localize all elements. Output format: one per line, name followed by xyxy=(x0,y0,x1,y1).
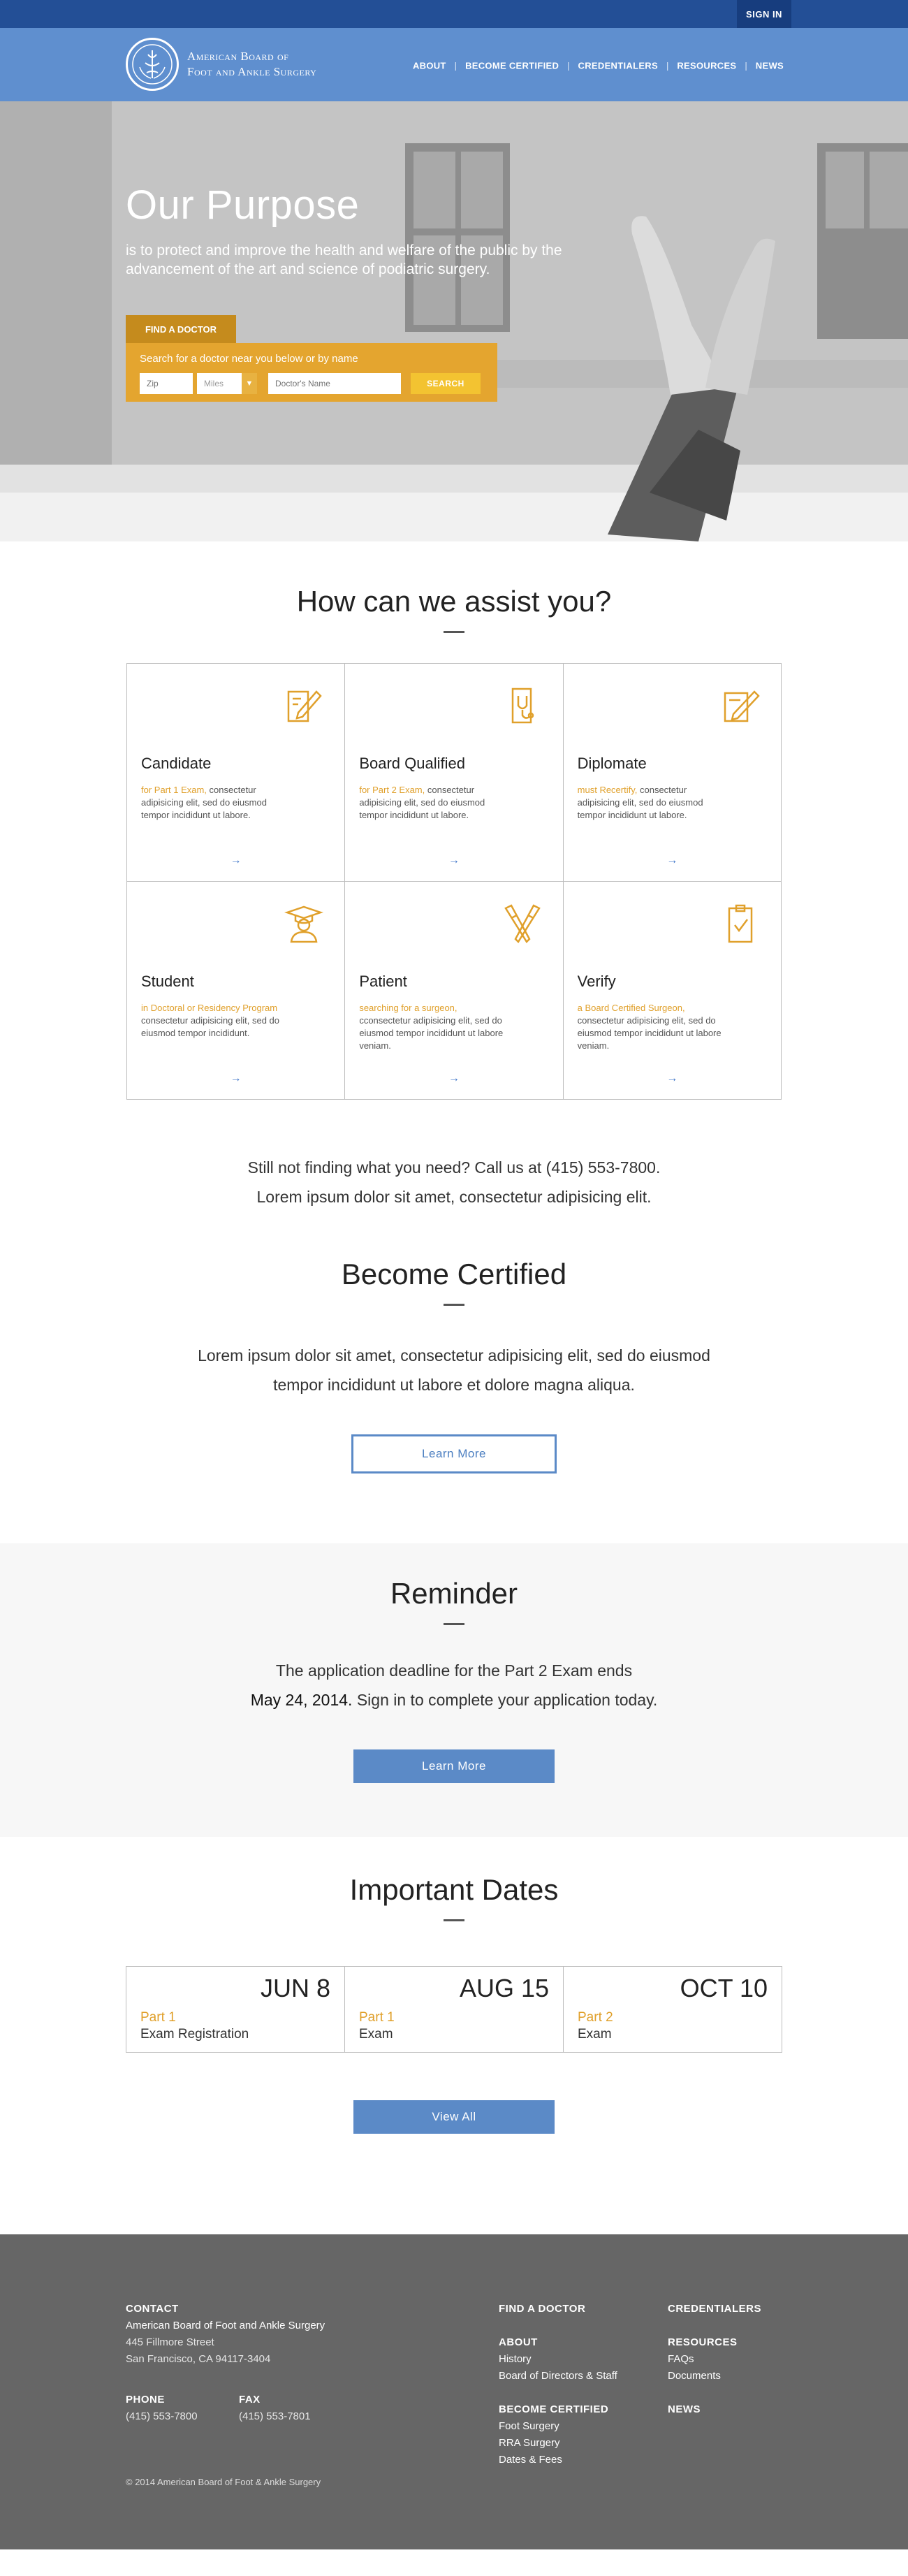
call-to-action: Still not finding what you need? Call us at (415) 553-7800. Lorem ipsum dolor sit amet, consectetur adipisicing elit. xyxy=(247,1158,661,1206)
nav-separator: | xyxy=(454,60,457,71)
finder-caption: Search for a doctor near you below or by name xyxy=(140,353,358,365)
learn-more-button[interactable]: Learn More xyxy=(351,1434,557,1473)
dates-title: Important Dates xyxy=(349,1873,559,1906)
footer-history-link[interactable]: History xyxy=(499,2353,532,2365)
card-title: Board Qualified xyxy=(359,755,465,772)
footer-find-a-doctor[interactable]: FIND A DOCTOR xyxy=(499,2303,586,2315)
footer-about[interactable]: ABOUT xyxy=(499,2336,538,2348)
date-part: Part 1 xyxy=(359,2010,395,2025)
clipboard-check-icon xyxy=(719,903,761,945)
nav-credentialers[interactable]: CREDENTIALERS xyxy=(578,60,658,71)
card-title: Candidate xyxy=(141,755,212,772)
nav-separator: | xyxy=(567,60,570,71)
date-value: OCT 10 xyxy=(680,1974,768,2002)
reminder-section xyxy=(0,1543,908,1837)
assist-title: How can we assist you? xyxy=(296,585,612,618)
top-strip xyxy=(0,0,908,28)
footer-links-col2 xyxy=(668,2301,761,2418)
footer-become-certified[interactable]: BECOME CERTIFIED xyxy=(499,2403,609,2415)
stethoscope-icon xyxy=(501,685,543,727)
certified-title: Become Certified xyxy=(341,1258,567,1290)
footer-resources[interactable]: RESOURCES xyxy=(668,2336,738,2348)
date-value: JUN 8 xyxy=(260,1974,330,2002)
arrow-right-icon[interactable]: → xyxy=(666,1072,678,1084)
certified-body: Lorem ipsum dolor sit amet, consectetur adipisicing elit, sed do eiusmod tempor incididunt ut labore et dolore magna aliqua. xyxy=(198,1346,710,1394)
footer-rra-surgery-link[interactable]: RRA Surgery xyxy=(499,2437,560,2449)
card-title: Diplomate xyxy=(577,755,647,772)
nav-separator: | xyxy=(745,60,747,71)
arrow-right-icon[interactable]: → xyxy=(230,1072,242,1084)
footer-phone xyxy=(126,2392,198,2425)
audience-grid xyxy=(126,663,782,1100)
sign-in-button[interactable]: SIGN IN xyxy=(737,0,791,28)
nav-separator: | xyxy=(666,60,669,71)
reminder-body: The application deadline for the Part 2 Exam ends May 24, 2014. Sign in to complete your application today. xyxy=(250,1661,658,1709)
view-all-button[interactable]: View All xyxy=(353,2100,555,2134)
become-certified-section xyxy=(0,1211,908,1543)
footer-board-link[interactable]: Board of Directors & Staff xyxy=(499,2370,617,2382)
reminder-title: Reminder xyxy=(390,1577,518,1610)
certificate-pen-icon xyxy=(719,685,761,727)
card-description: for Part 2 Exam, consectetur adipisicing elit, sed do eiusmod tempor incididunt ut labore. xyxy=(359,785,485,820)
assist-section xyxy=(0,541,908,1211)
divider xyxy=(444,1304,464,1306)
find-a-doctor-tab[interactable]: FIND A DOCTOR xyxy=(126,315,236,343)
card-description: searching for a surgeon, cconsectetur adipisicing elit, sed do eiusmod tempor incididunt ut labore veniam. xyxy=(359,1003,504,1051)
doctor-name-input[interactable] xyxy=(268,373,401,394)
card-title: Student xyxy=(141,973,194,990)
graduate-icon xyxy=(283,903,325,945)
main-nav xyxy=(413,61,784,71)
contact-heading: CONTACT xyxy=(126,2303,179,2315)
arrow-right-icon[interactable]: → xyxy=(230,854,242,866)
dates-list xyxy=(126,1966,782,2053)
chevron-down-icon[interactable]: ▼ xyxy=(242,373,257,394)
arrow-right-icon[interactable]: → xyxy=(666,854,678,866)
card-description: in Doctoral or Residency Program consectetur adipisicing elit, sed do eiusmod tempor incididunt. xyxy=(141,1003,280,1038)
footer-credentialers[interactable]: CREDENTIALERS xyxy=(668,2303,762,2315)
hero-content xyxy=(126,182,587,279)
phone-heading: PHONE xyxy=(126,2394,165,2406)
footer-news[interactable]: NEWS xyxy=(668,2403,701,2415)
nav-about[interactable]: ABOUT xyxy=(412,60,446,71)
card-description: must Recertify, consectetur adipisicing elit, sed do eiusmod tempor incididunt ut labore. xyxy=(577,785,703,820)
divider xyxy=(444,631,464,633)
fax-number: (415) 553-7801 xyxy=(239,2410,311,2422)
finder-form xyxy=(140,373,483,394)
footer-faqs-link[interactable]: FAQs xyxy=(668,2353,694,2365)
hero-subtitle: is to protect and improve the health and welfare of the public by the advancement of the art and science of podiatric surgery. xyxy=(126,242,562,277)
site-footer xyxy=(0,2234,908,2549)
doctor-finder xyxy=(126,343,497,402)
hero xyxy=(0,101,908,541)
date-label: Exam Registration xyxy=(140,2027,249,2042)
date-item[interactable] xyxy=(126,1967,345,2052)
nav-resources[interactable]: RESOURCES xyxy=(677,60,737,71)
fax-heading: FAX xyxy=(239,2394,261,2406)
crutches-icon xyxy=(501,903,543,945)
pencil-paper-icon xyxy=(283,685,325,727)
contact-city: San Francisco, CA 94117-3404 xyxy=(126,2353,271,2365)
deadline-date: May 24, 2014. xyxy=(250,1691,353,1709)
card-title: Patient xyxy=(359,973,407,990)
seal-icon xyxy=(126,38,179,91)
footer-dates-fees-link[interactable]: Dates & Fees xyxy=(499,2454,562,2466)
date-item[interactable] xyxy=(345,1967,564,2052)
arrow-right-icon[interactable]: → xyxy=(448,1072,460,1084)
footer-documents-link[interactable]: Documents xyxy=(668,2370,721,2382)
date-value: AUG 15 xyxy=(459,1974,549,2002)
nav-become-certified[interactable]: BECOME CERTIFIED xyxy=(465,60,559,71)
date-item[interactable] xyxy=(564,1967,782,2052)
card-title: Verify xyxy=(577,973,616,990)
reminder-learn-more-button[interactable]: Learn More xyxy=(353,1749,555,1783)
org-name: American Board of Foot and Ankle Surgery xyxy=(187,50,317,78)
zip-input[interactable] xyxy=(140,373,193,394)
divider xyxy=(444,1623,464,1625)
miles-select[interactable]: Miles xyxy=(197,373,242,394)
arrow-right-icon[interactable]: → xyxy=(448,854,460,866)
footer-fax xyxy=(239,2392,311,2425)
copyright: © 2014 American Board of Foot & Ankle Surgery xyxy=(126,2477,321,2487)
contact-org: American Board of Foot and Ankle Surgery xyxy=(126,2320,325,2331)
logo[interactable] xyxy=(126,38,316,91)
date-part: Part 1 xyxy=(140,2010,176,2025)
contact-street: 445 Fillmore Street xyxy=(126,2336,214,2348)
card-board-qualified[interactable] xyxy=(345,664,563,882)
date-label: Exam xyxy=(578,2027,612,2042)
date-part: Part 2 xyxy=(578,2010,613,2025)
card-student[interactable] xyxy=(127,882,345,1100)
card-description: a Board Certified Surgeon, consectetur adipisicing elit, sed do eiusmod tempor incididunt ut labore veniam. xyxy=(577,1003,722,1051)
site-header xyxy=(0,28,908,101)
phone-number[interactable]: (415) 553-7800 xyxy=(126,2410,198,2422)
date-label: Exam xyxy=(359,2027,393,2042)
footer-foot-surgery-link[interactable]: Foot Surgery xyxy=(499,2420,559,2432)
nav-news[interactable]: NEWS xyxy=(755,60,784,71)
search-button[interactable]: SEARCH xyxy=(411,373,481,394)
divider xyxy=(444,1919,464,1921)
card-verify[interactable] xyxy=(564,882,782,1100)
hero-title: Our Purpose xyxy=(126,182,360,228)
card-description: for Part 1 Exam, consectetur adipisicing elit, sed do eiusmod tempor incididunt ut labore. xyxy=(141,785,267,820)
footer-links-col1 xyxy=(499,2301,617,2468)
footer-contact xyxy=(126,2301,325,2368)
card-diplomate[interactable] xyxy=(564,664,782,882)
card-candidate[interactable] xyxy=(127,664,345,882)
card-patient[interactable] xyxy=(345,882,563,1100)
important-dates-section xyxy=(0,1837,908,2234)
